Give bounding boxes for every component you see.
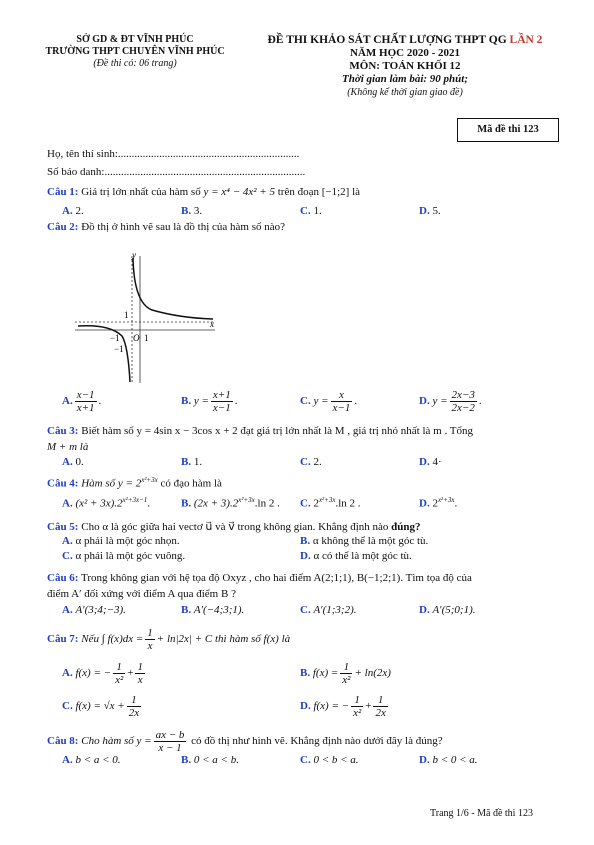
q7-a-den2: x — [137, 674, 143, 686]
q1-a-label: A. — [62, 205, 73, 217]
q8-b-label: B. — [181, 754, 192, 766]
q1-text-post: là — [349, 186, 361, 198]
q6-option-d — [419, 604, 475, 616]
q5-option-b — [300, 535, 428, 547]
question-7 — [47, 627, 290, 652]
q7-d-mid: + — [365, 700, 372, 713]
q4-label: Câu 4: — [47, 477, 79, 490]
q6-c-text: A′(1;3;2). — [313, 604, 357, 616]
q3-option-a — [62, 456, 84, 468]
q8-a-text: b < a < 0. — [75, 754, 121, 766]
school-header — [40, 34, 230, 70]
q7-b-pre: f(x) = — [312, 667, 339, 680]
q8-text-pre: Cho hàm số y = — [81, 735, 152, 748]
q3-option-c — [300, 456, 322, 468]
q2-option-d — [419, 389, 482, 414]
q4-a-base: (x² + 3x).2 — [75, 497, 123, 510]
q7-label: Câu 7: — [47, 633, 79, 646]
q1-expr: y = x⁴ − 4x² + 5 — [203, 186, 275, 198]
q4-option-a — [62, 496, 150, 510]
q7-c-frac — [127, 694, 141, 719]
q6-text-line1: Trong không gian với hệ tọa độ Oxyz , cho hai điểm A(2;1;1), B(−1;2;1). Tìm tọa độ của — [81, 572, 472, 584]
page-count-post: ) — [173, 58, 177, 69]
q7-d-frac1 — [351, 694, 363, 719]
q5-text: Cho α là góc giữa hai vectơ u⃗ và v⃗ trong không gian. Khẳng định nào — [81, 521, 392, 533]
q2-text: Đồ thị ở hình vẽ sau là đồ thị của hàm số nào? — [81, 221, 286, 233]
question-2 — [47, 221, 285, 233]
q7-c-pre: f(x) = √x + — [75, 700, 125, 713]
q4-d-exp: x²+3x — [437, 496, 455, 504]
q2-label: Câu 2: — [47, 221, 79, 233]
graph-one-y: 1 — [124, 310, 129, 320]
q8-c-label: C. — [300, 754, 311, 766]
q3-label: Câu 3: — [47, 425, 79, 437]
q6-b-text: A′(−4;3;1). — [193, 604, 245, 616]
q7-frac-num: 1 — [147, 627, 153, 639]
q4-option-d — [419, 496, 457, 510]
q3-a-label: A. — [62, 456, 73, 468]
q7-d-pre: f(x) = − — [313, 700, 350, 713]
q2-c-pre: y = — [313, 395, 329, 408]
school-year: NĂM HỌC 2020 - 2021 — [350, 47, 460, 59]
q3-c-text: 2. — [313, 456, 322, 468]
q4-b-exp: x²+3x — [238, 496, 255, 504]
q8-a-label: A. — [62, 754, 73, 766]
question-5 — [47, 520, 421, 533]
exam-time: Thời gian làm bài: 90 phút; — [341, 73, 468, 85]
q2-option-b — [181, 389, 237, 414]
q8-d-label: D. — [419, 754, 430, 766]
q1-d-text: 5. — [432, 205, 441, 217]
q2-d-num: 2x−3 — [451, 389, 475, 401]
q8-option-d — [419, 754, 478, 766]
q8-frac — [154, 729, 187, 754]
q7-a-label: A. — [62, 667, 73, 680]
q3-d-text: 4· — [432, 456, 442, 468]
graph-neg1-y: −1 — [114, 344, 124, 354]
q8-label: Câu 8: — [47, 735, 79, 748]
q2-d-label: D. — [419, 395, 430, 408]
q2-d-post: . — [478, 395, 482, 408]
q7-c-label: C. — [62, 700, 73, 713]
q1-text-mid: trên đoạn — [274, 186, 322, 198]
q7-a-mid: + — [127, 667, 134, 680]
q7-a-den1: x² — [115, 674, 124, 686]
q2-b-post: . — [234, 395, 238, 408]
q7-d-frac2 — [373, 694, 387, 719]
q1-option-c — [300, 205, 322, 217]
q3-c-label: C. — [300, 456, 311, 468]
q7-b-frac — [340, 661, 352, 686]
q2-option-c — [300, 389, 357, 414]
q1-a-text: 2. — [75, 205, 84, 217]
question-8 — [47, 729, 443, 754]
q6-a-label: A. — [62, 604, 73, 616]
q7-a-num2: 1 — [137, 661, 143, 673]
question-6 — [47, 572, 472, 584]
q3-text-line2: M + m là — [47, 441, 89, 453]
q7-option-d — [300, 694, 390, 719]
q4-d-post: . — [454, 497, 458, 510]
exam-header — [250, 34, 560, 99]
q3-option-b — [181, 456, 202, 468]
q7-text-pre: Nếu ∫ f(x)dx = — [81, 633, 144, 646]
page-count-pre: (Đề thi có: — [93, 58, 140, 69]
q4-b-label: B. — [181, 497, 192, 510]
q7-a-frac1 — [113, 661, 125, 686]
q3-d-label: D. — [419, 456, 430, 468]
q8-text-post: có đồ thị như hình vẽ. Khẳng định nào dưới đây là đúng? — [188, 735, 443, 748]
q4-a-label: A. — [62, 497, 73, 510]
q2-a-frac — [75, 389, 97, 414]
q6-option-a — [62, 604, 126, 616]
q2-c-frac — [331, 389, 353, 414]
q6-option-c — [300, 604, 356, 616]
q2-a-num: x−1 — [76, 389, 95, 401]
q1-b-text: 3. — [193, 205, 203, 217]
q7-frac-den: x — [147, 640, 153, 652]
question-3 — [47, 425, 473, 437]
q5-d-text: α có thể là một góc tù. — [313, 550, 412, 562]
q7-d-label: D. — [300, 700, 311, 713]
q5-b-label: B. — [300, 535, 311, 547]
q7-b-den: x² — [342, 674, 351, 686]
q7-frac — [145, 627, 155, 652]
graph-one-x: 1 — [144, 333, 149, 343]
q7-d-den1: x² — [353, 707, 362, 719]
page-count-note — [40, 58, 230, 70]
q3-a-text: 0. — [75, 456, 84, 468]
q7-option-b — [300, 661, 391, 686]
graph-y-label: y — [132, 250, 136, 260]
q8-option-b — [181, 754, 239, 766]
q1-c-label: C. — [300, 205, 311, 217]
q2-d-den: 2x−2 — [451, 402, 475, 414]
q1-label: Câu 1: — [47, 186, 79, 198]
q7-c-num: 1 — [127, 694, 141, 707]
q3-b-text: 1. — [193, 456, 203, 468]
graph-neg1-x: −1 — [110, 333, 120, 343]
q2-graph — [70, 248, 220, 388]
q1-c-text: 1. — [313, 205, 322, 217]
q4-b-base: (2x + 3).2 — [193, 497, 239, 510]
q5-c-text: α phải là một góc vuông. — [75, 550, 186, 562]
question-4 — [47, 476, 222, 490]
q5-c-label: C. — [62, 550, 73, 562]
q1-option-b — [181, 205, 202, 217]
subject: MÔN: TOÁN KHỐI 12 — [349, 60, 461, 72]
q7-option-a — [62, 661, 147, 686]
q4-exp: x²+3x — [141, 476, 158, 484]
q2-c-den: x−1 — [332, 402, 351, 414]
q8-d-text: b < 0 < a. — [432, 754, 478, 766]
q4-a-exp: x²+3x−1 — [122, 496, 148, 504]
q8-b-text: 0 < a < b. — [193, 754, 239, 766]
q1-option-a — [62, 205, 84, 217]
q6-a-text: A′(3;4;−3). — [75, 604, 126, 616]
curve-right-branch — [133, 258, 213, 319]
school-name: TRƯỜNG THPT CHUYÊN VĨNH PHÚC — [45, 46, 225, 57]
q1-interval: [−1;2] — [321, 186, 350, 198]
q7-d-den2: 2x — [375, 707, 386, 719]
q7-a-pre: f(x) = − — [75, 667, 112, 680]
q2-b-num: x+1 — [212, 389, 231, 401]
q2-d-pre: y = — [432, 395, 448, 408]
exam-code: Mã đề thi 123 — [477, 124, 539, 135]
q4-a-post: . — [147, 497, 151, 510]
q7-c-den: 2x — [128, 707, 140, 719]
q5-label: Câu 5: — [47, 521, 79, 533]
q6-text-line2: điểm A′ đối xứng với điểm A qua điểm B ? — [47, 588, 236, 600]
q8-option-a — [62, 754, 121, 766]
exam-round: LẦN 2 — [509, 34, 543, 46]
student-name-field: Họ, tên thí sinh:.................................................................. — [47, 148, 300, 160]
q2-a-post: . — [98, 395, 102, 408]
q5-a-label: A. — [62, 535, 73, 547]
q6-b-label: B. — [181, 604, 192, 616]
q2-b-frac — [211, 389, 233, 414]
q3-option-d — [419, 456, 442, 468]
q5-option-a — [62, 535, 180, 547]
q4-b-post: .ln 2 . — [254, 497, 280, 510]
q6-c-label: C. — [300, 604, 311, 616]
q7-d-num1: 1 — [351, 694, 363, 707]
q4-c-exp: x²+3x — [318, 496, 336, 504]
q4-d-base: 2 — [432, 497, 438, 510]
q3-b-label: B. — [181, 456, 192, 468]
q4-c-label: C. — [300, 497, 311, 510]
page-count-number: 06 trang — [139, 58, 174, 69]
q7-b-num: 1 — [340, 661, 352, 674]
q2-b-label: B. — [181, 395, 192, 408]
q6-option-b — [181, 604, 244, 616]
q7-text-mid: + ln|2x| + C thì hàm số f(x) là — [156, 633, 291, 646]
q6-d-label: D. — [419, 604, 430, 616]
q6-label: Câu 6: — [47, 572, 79, 584]
q1-option-d — [419, 205, 441, 217]
q2-b-den: x−1 — [212, 402, 231, 414]
q5-a-text: α phải là một góc nhọn. — [75, 535, 180, 547]
q4-text-pre: Hàm số y = 2 — [81, 477, 142, 490]
q4-c-post: .ln 2 . — [335, 497, 361, 510]
q5-b-text: α không thể là một góc tù. — [312, 535, 429, 547]
q8-frac-num: ax − b — [155, 729, 185, 741]
q5-text-bold: đúng? — [391, 521, 421, 533]
q3-text-line1: Biết hàm số y = 4sin x − 3cos x + 2 đạt giá trị lớn nhất là M , giá trị nhỏ nhất là m . Tổng — [81, 425, 473, 437]
department-name: SỞ GD & ĐT VĨNH PHÚC — [76, 34, 194, 45]
student-id-field: Số báo danh:......................................................................... — [47, 166, 306, 178]
q7-option-c — [62, 694, 143, 719]
q8-c-text: 0 < b < a. — [313, 754, 359, 766]
q1-text-pre: Giá trị lớn nhất của hàm số — [81, 186, 204, 198]
q2-a-label: A. — [62, 395, 73, 408]
exam-title-main: ĐỀ THI KHẢO SÁT CHẤT LƯỢNG THPT QG — [267, 34, 510, 46]
q7-a-num1: 1 — [113, 661, 125, 674]
q4-c-base: 2 — [313, 497, 319, 510]
q2-c-label: C. — [300, 395, 311, 408]
q8-frac-den: x − 1 — [158, 742, 182, 754]
q2-a-den: x+1 — [76, 402, 95, 414]
q8-option-c — [300, 754, 359, 766]
q7-b-label: B. — [300, 667, 311, 680]
page-footer: Trang 1/6 - Mã đề thi 123 — [430, 808, 533, 819]
exam-time-note: (Không kể thời gian giao đề) — [347, 87, 463, 98]
q7-a-frac2 — [135, 661, 145, 686]
q5-d-label: D. — [300, 550, 311, 562]
q2-b-pre: y = — [193, 395, 209, 408]
q4-d-label: D. — [419, 497, 430, 510]
q2-d-frac — [450, 389, 477, 414]
q7-b-post: + ln(2x) — [354, 667, 391, 680]
graph-x-label: x — [210, 319, 214, 329]
graph-origin-label: O — [133, 333, 140, 343]
q5-option-c — [62, 550, 185, 562]
q4-option-c — [300, 496, 361, 510]
q2-c-post: . — [354, 395, 358, 408]
q1-b-label: B. — [181, 205, 192, 217]
q6-d-text: A′(5;0;1). — [432, 604, 476, 616]
q1-d-label: D. — [419, 205, 430, 217]
q4-text-post: có đạo hàm là — [157, 477, 222, 490]
q5-option-d — [300, 550, 412, 562]
q2-c-num: x — [331, 389, 353, 402]
q4-option-b — [181, 496, 280, 510]
exam-code-box — [457, 118, 559, 142]
exam-title — [250, 34, 560, 47]
question-1 — [47, 186, 360, 198]
q7-d-num2: 1 — [373, 694, 387, 707]
q2-option-a — [62, 389, 101, 414]
